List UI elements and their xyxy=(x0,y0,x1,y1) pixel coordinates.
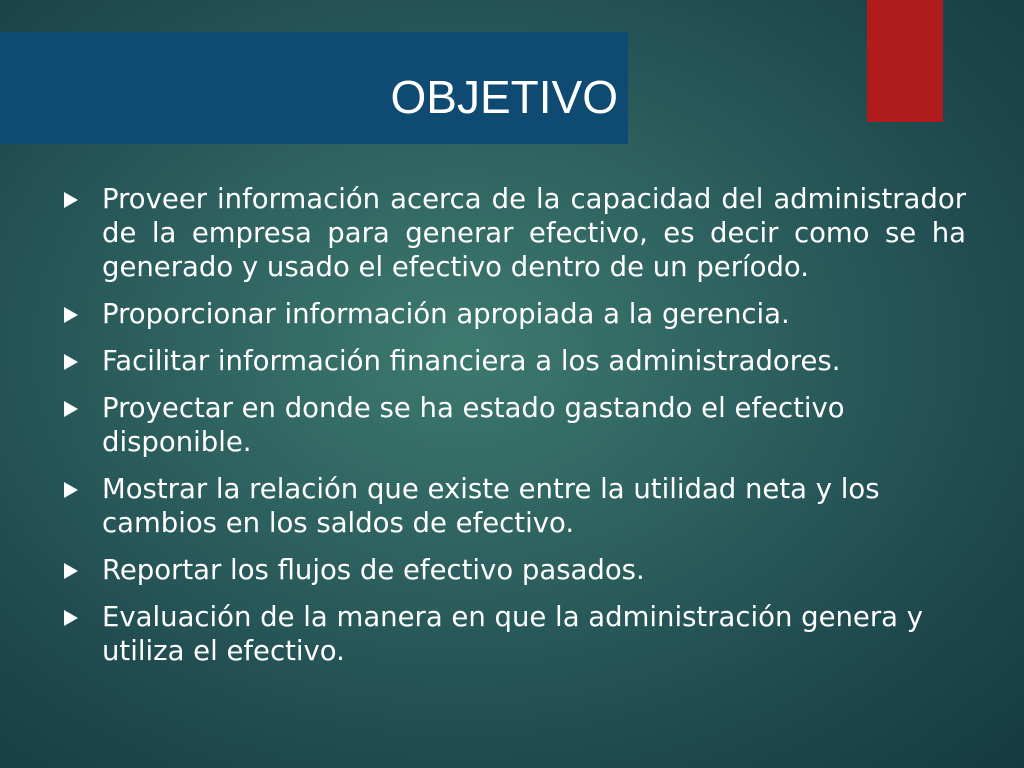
list-item-text: Proveer información acerca de la capacidad del administrador de la empresa para generar efectivo, es decir como se ha generado y usado el efectivo dentro de un período. xyxy=(102,183,966,283)
list-item-text: Facilitar información financiera a los administradores. xyxy=(102,345,841,377)
triangle-right-icon xyxy=(64,610,78,626)
list-item xyxy=(62,182,966,284)
title-banner xyxy=(0,32,628,144)
triangle-right-icon xyxy=(64,563,78,579)
triangle-right-icon xyxy=(64,354,78,370)
list-item xyxy=(62,344,966,378)
triangle-right-icon xyxy=(64,482,78,498)
list-item xyxy=(62,600,966,668)
accent-tab xyxy=(867,0,943,122)
slide-title: OBJETIVO xyxy=(390,71,618,123)
list-item xyxy=(62,472,966,540)
list-item xyxy=(62,297,966,331)
triangle-right-icon xyxy=(64,401,78,417)
triangle-right-icon xyxy=(64,307,78,323)
list-item-text: Evaluación de la manera en que la administración genera y utiliza el efectivo. xyxy=(102,601,924,667)
bullet-list xyxy=(62,182,966,681)
list-item-text: Proyectar en donde se ha estado gastando el efectivo disponible. xyxy=(102,392,845,458)
list-item-text: Proporcionar información apropiada a la gerencia. xyxy=(102,298,790,330)
list-item-text: Mostrar la relación que existe entre la utilidad neta y los cambios en los saldos de efectivo. xyxy=(102,473,880,539)
list-item xyxy=(62,391,966,459)
list-item-text: Reportar los flujos de efectivo pasados. xyxy=(102,554,645,586)
triangle-right-icon xyxy=(64,192,78,208)
list-item xyxy=(62,553,966,587)
